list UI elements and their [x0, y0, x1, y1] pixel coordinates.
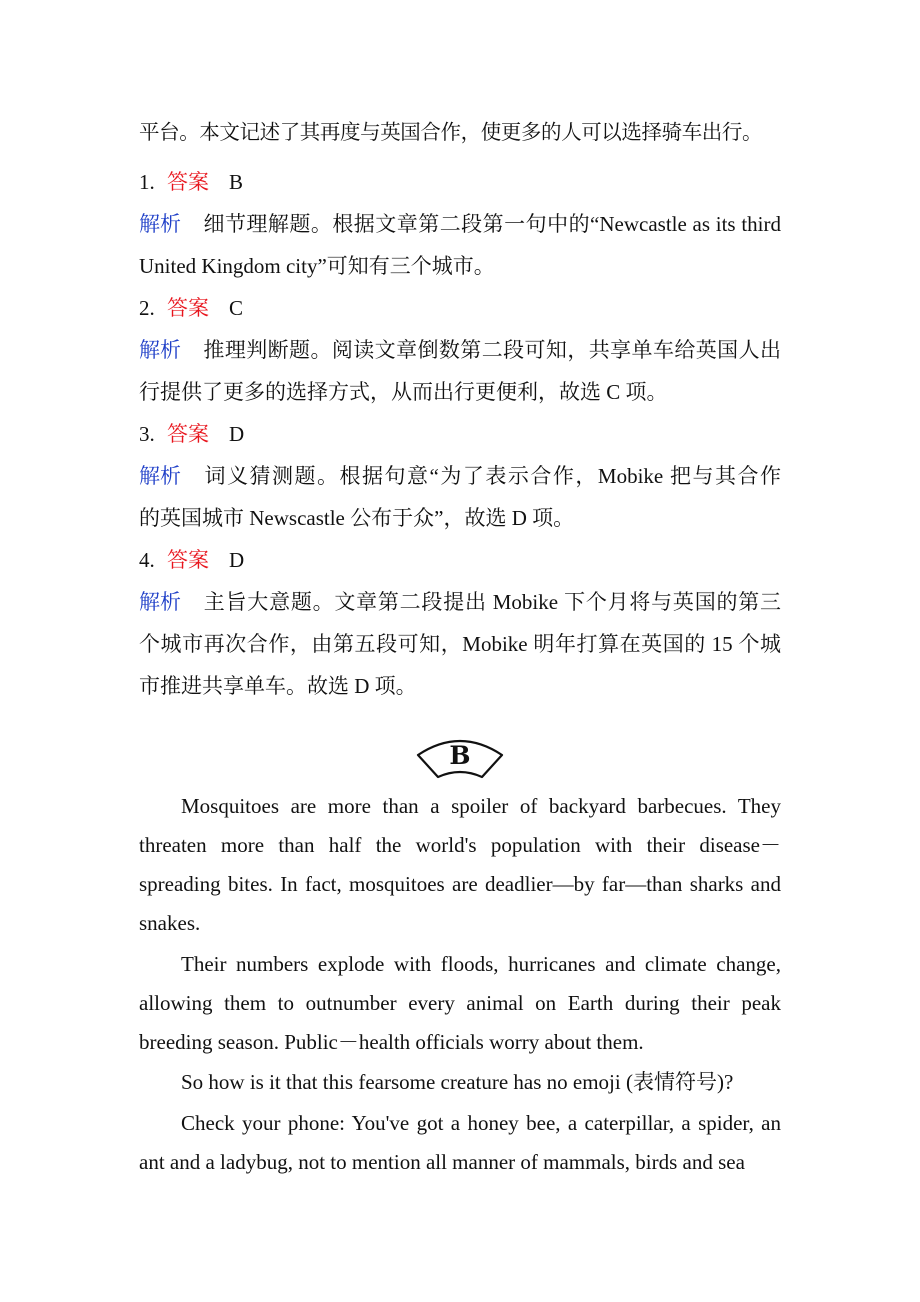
analysis-text: 词义猜测题。根据句意“为了表示合作，Mobike 把与其合作 — [203, 464, 781, 488]
answer-row-1 — [139, 167, 781, 197]
analysis-label: 解析 — [139, 590, 181, 614]
passage-paragraph: So how is it that this fearsome creature has no emoji (表情符号)? — [181, 1070, 734, 1094]
analysis-line: United Kingdom city”可知有三个城市。 — [139, 254, 495, 278]
answer-value: D — [229, 548, 245, 572]
intro-line: 平台。本文记述了其再度与英国合作，使更多的人可以选择骑车出行。 — [139, 120, 763, 144]
analysis-label: 解析 — [139, 464, 181, 488]
analysis-line — [139, 209, 781, 239]
answer-label: 答案 — [167, 548, 209, 572]
analysis-text: 细节理解题。根据文章第二段第一句中的“Newcastle as its third — [203, 212, 781, 236]
answer-label: 答案 — [167, 296, 209, 320]
analysis-line — [139, 461, 781, 491]
passage-paragraph: Mosquitoes are more than a spoiler of backyard barbecues. They threaten more than half the world's population with their disease－spreading bites. In fact, mosquitoes are deadlier—by far—than sharks and snakes. — [139, 794, 781, 935]
analysis-line: 的英国城市 Newscastle 公布于众”，故选 D 项。 — [139, 506, 575, 530]
answer-label: 答案 — [167, 170, 209, 194]
section-badge-letter: B — [449, 741, 471, 770]
question-number: 4. — [139, 548, 155, 572]
question-number: 1. — [139, 170, 155, 194]
analysis-line — [139, 587, 781, 617]
section-badge-icon — [416, 733, 504, 779]
analysis-line: 市推进共享单车。故选 D 项。 — [139, 674, 417, 698]
answer-row-2 — [139, 293, 781, 323]
passage-paragraph: Check your phone: You've got a honey bee, a caterpillar, a spider, an ant and a ladybug, not to mention all manner of mammals, birds and sea — [139, 1111, 781, 1174]
answer-value: B — [229, 170, 244, 194]
analysis-line — [139, 335, 781, 365]
answer-label: 答案 — [167, 422, 209, 446]
analysis-text: 主旨大意题。文章第二段提出 Mobike 下个月将与英国的第三 — [203, 590, 781, 614]
answer-row-3 — [139, 419, 781, 449]
answer-row-4 — [139, 545, 781, 575]
analysis-line: 个城市再次合作，由第五段可知，Mobike 明年打算在英国的 15 个城 — [139, 632, 781, 656]
question-number: 3. — [139, 422, 155, 446]
analysis-text: 推理判断题。阅读文章倒数第二段可知，共享单车给英国人出 — [203, 338, 781, 362]
analysis-label: 解析 — [139, 338, 181, 362]
analysis-label: 解析 — [139, 212, 181, 236]
analysis-line: 行提供了更多的选择方式，从而出行更便利，故选 C 项。 — [139, 380, 668, 404]
passage-paragraph: Their numbers explode with floods, hurricanes and climate change, allowing them to outnumber every animal on Earth during their peak breeding season. Public－health officials worry about them. — [139, 952, 781, 1054]
question-number: 2. — [139, 296, 155, 320]
answer-value: C — [229, 296, 244, 320]
answer-value: D — [229, 422, 245, 446]
